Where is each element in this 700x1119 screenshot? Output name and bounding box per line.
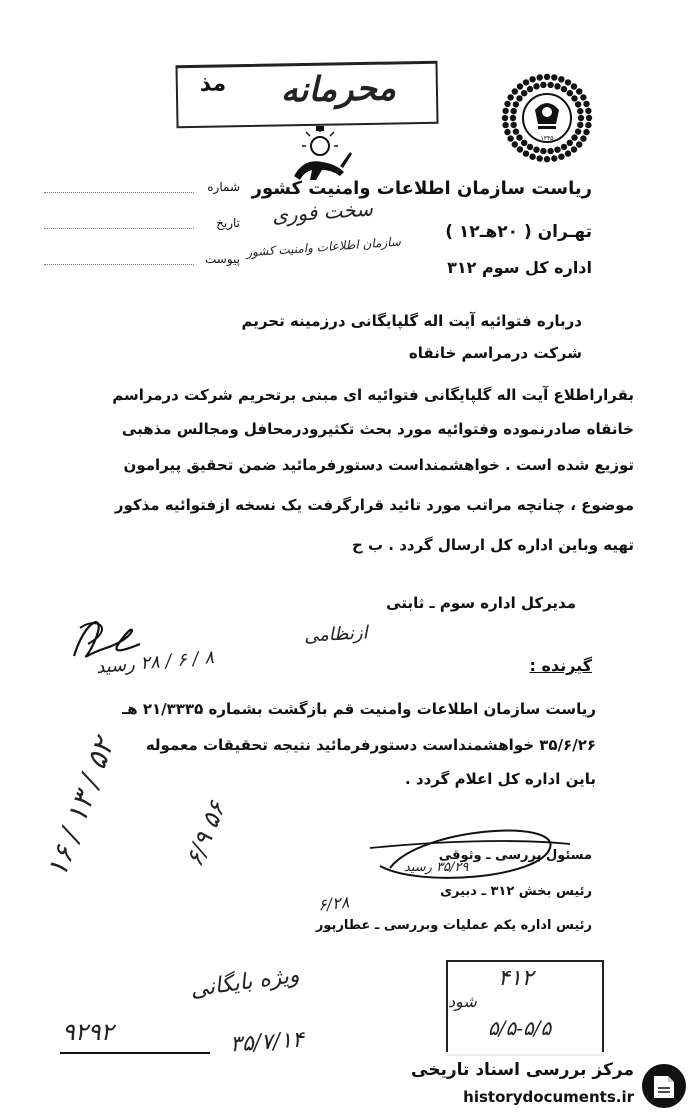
emblem-dot <box>565 150 571 156</box>
director-signature-title: مدیرکل اداره سوم ـ ثابتی <box>386 594 576 612</box>
emblem-dot <box>533 83 539 89</box>
emblem-dot <box>583 129 589 135</box>
emblem-dot <box>521 90 527 96</box>
recipient-label: گیرنده : <box>529 656 592 675</box>
emblem-dot <box>583 101 589 107</box>
official-line-1: مسئول بررسی ـ وثوقی <box>438 848 592 863</box>
box-stamp-top: ۴۱۲ <box>498 966 534 991</box>
document-logo-icon <box>640 1062 688 1110</box>
field-date-label: تاریخ <box>216 216 240 230</box>
official-hand-date-2: ۶/۲۸ <box>317 892 351 915</box>
watermark-url: historydocuments.ir <box>463 1088 634 1106</box>
official-line-2: رئیس بخش ۳۱۲ ـ دبیری <box>440 884 592 899</box>
emblem-dot <box>533 147 539 153</box>
emblem-dot <box>580 94 586 100</box>
emblem-dot <box>513 128 519 134</box>
emblem-dot <box>511 108 517 114</box>
emblem-dot <box>516 134 522 140</box>
recipient-line-3: باین اداره کل اعلام گردد . <box>404 770 596 788</box>
subject-line-2: شرکت درمراسم خانقاه <box>408 344 582 362</box>
handwritten-priority: سخت فوری <box>271 196 374 228</box>
emblem-dot <box>558 76 564 82</box>
official-line-3: رئیس اداره یکم عملیات وبررسی ـ عطارپور <box>315 918 592 933</box>
emblem-dot <box>529 76 535 82</box>
emblem-dot <box>551 74 557 80</box>
emblem-dot <box>567 90 573 96</box>
archive-box-stamp <box>446 960 604 1056</box>
recipient-line-2: ۳۵/۶/۲۶ خواهشمنداست دستورفرمائید نتیجه تحقیقات معموله <box>145 736 596 754</box>
handwritten-org: سازمان اطلاعات وامنیت کشور <box>245 234 402 260</box>
emblem-dot <box>504 129 510 135</box>
margin-note-rotated-2: ۶/۹ ۵۶ <box>180 797 232 871</box>
emblem-dot <box>558 154 564 160</box>
emblem-dot <box>513 101 519 107</box>
bottom-handwritten-note: ویژه بایگانی <box>188 962 301 1003</box>
field-number-label: شماره <box>207 180 240 194</box>
emblem-dot <box>516 95 522 101</box>
emblem-dot <box>554 147 560 153</box>
emblem-dot <box>567 140 573 146</box>
emblem-dot <box>512 88 518 94</box>
emblem-dot <box>529 154 535 160</box>
emblem-dot <box>502 122 508 128</box>
emblem-dot <box>578 115 584 121</box>
emblem-dot <box>527 144 533 150</box>
emblem-dot <box>577 122 583 128</box>
emblem-dot <box>561 86 567 92</box>
emblem-dot <box>517 83 523 89</box>
box-stamp-middle: شود <box>448 992 477 1011</box>
emblem-dot <box>575 128 581 134</box>
emblem-dot <box>540 148 546 154</box>
city-line: تهـران ( ۲۰هـ۱۲ ) <box>445 222 592 242</box>
emblem-dot <box>511 122 517 128</box>
emblem-dot <box>585 122 591 128</box>
emblem-dot <box>554 83 560 89</box>
emblem-dot <box>510 115 516 121</box>
margin-note-rotated: ۱۶ / ۱۳ / ۵۲ <box>40 734 121 882</box>
body-line-2: خانقاه صادرنموده وفتوائیه مورد بحث تکثیرودرمحافل ومجالس مذهبی <box>121 420 634 438</box>
classification-stamp <box>175 61 438 129</box>
organization-name: ریاست سازمان اطلاعات وامنیت کشور <box>251 178 592 199</box>
svg-text:۱۳۴۵: ۱۳۴۵ <box>540 135 554 142</box>
emblem-dot <box>571 134 577 140</box>
emblem-dot <box>507 94 513 100</box>
emblem-dot <box>575 101 581 107</box>
box-stamp-bottom: ۵/۵-۵/۵ <box>488 1016 552 1040</box>
ministry-emblem-icon <box>488 72 606 176</box>
emblem-dot <box>565 79 571 85</box>
emblem-dot <box>571 83 577 89</box>
subject-line-1: درباره فتوائیه آیت اله گلپایگانی درزمینه تحریم <box>241 312 582 330</box>
emblem-dot <box>571 95 577 101</box>
bottom-number: ۹۲۹۲ <box>62 1018 114 1046</box>
emblem-dot <box>571 146 577 152</box>
field-attachment-label: پیوست <box>205 252 240 266</box>
emblem-dot <box>585 108 591 114</box>
emblem-dot <box>504 101 510 107</box>
emblem-dot <box>517 146 523 152</box>
body-line-4: موضوع ، چنانچه مراتب مورد تائید قرارگرفت یک نسخه ازفتوائیه مذکور <box>114 496 634 514</box>
emblem-dot <box>512 141 518 147</box>
emblem-dot <box>527 86 533 92</box>
emblem-dot <box>540 82 546 88</box>
stamp-prefix: مذ <box>199 71 227 97</box>
emblem-dot <box>580 135 586 141</box>
watermark-title: مرکز بررسی اسناد تاریخی <box>411 1060 634 1080</box>
emblem-dot <box>502 108 508 114</box>
emblem-dot <box>576 141 582 147</box>
handwritten-note: ازنظامی <box>303 622 369 647</box>
emblem-dot <box>523 79 529 85</box>
handwritten-receipt-date: ۸ / ۶ / ۲۸ رسید <box>95 646 215 679</box>
emblem-dot <box>586 115 592 121</box>
emblem-dot <box>547 148 553 154</box>
body-line-5: تهیه وباین اداره کل ارسال گردد . ب ح <box>351 536 634 554</box>
emblem-dot <box>576 88 582 94</box>
bottom-date: ۳۵/۷/۱۴ <box>229 1027 305 1058</box>
recipient-line-1: ریاست سازمان اطلاعات وامنیت قم بازگشت بشماره ۲۱/۳۳۳۵ هـ <box>122 700 596 718</box>
emblem-dot <box>521 140 527 146</box>
emblem-dot <box>577 108 583 114</box>
department-line: اداره کل سوم ۳۱۲ <box>447 258 592 277</box>
emblem-dot <box>544 156 550 162</box>
emblem-dot <box>561 144 567 150</box>
emblem-dot <box>502 115 508 121</box>
emblem-dot <box>551 155 557 161</box>
emblem-dot <box>507 135 513 141</box>
emblem-dot <box>537 155 543 161</box>
emblem-dot <box>523 150 529 156</box>
body-line-3: توزیع شده است . خواهشمنداست دستورفرمائید ضمن تحقیق پیرامون <box>123 456 634 474</box>
official-hand-date-1: ۳۵/۲۹ رسید <box>404 860 469 875</box>
emblem-dot <box>537 74 543 80</box>
emblem-dot <box>547 82 553 88</box>
body-line-1: بقراراطلاع آیت اله گلپایگانی فتوائیه ای مبنی برتحریم شرکت درمراسم <box>112 386 634 404</box>
bottom-number-underline <box>60 1052 210 1054</box>
watermark <box>411 1052 696 1118</box>
classification-text: محرمانه <box>280 68 397 111</box>
emblem-dot <box>544 74 550 80</box>
